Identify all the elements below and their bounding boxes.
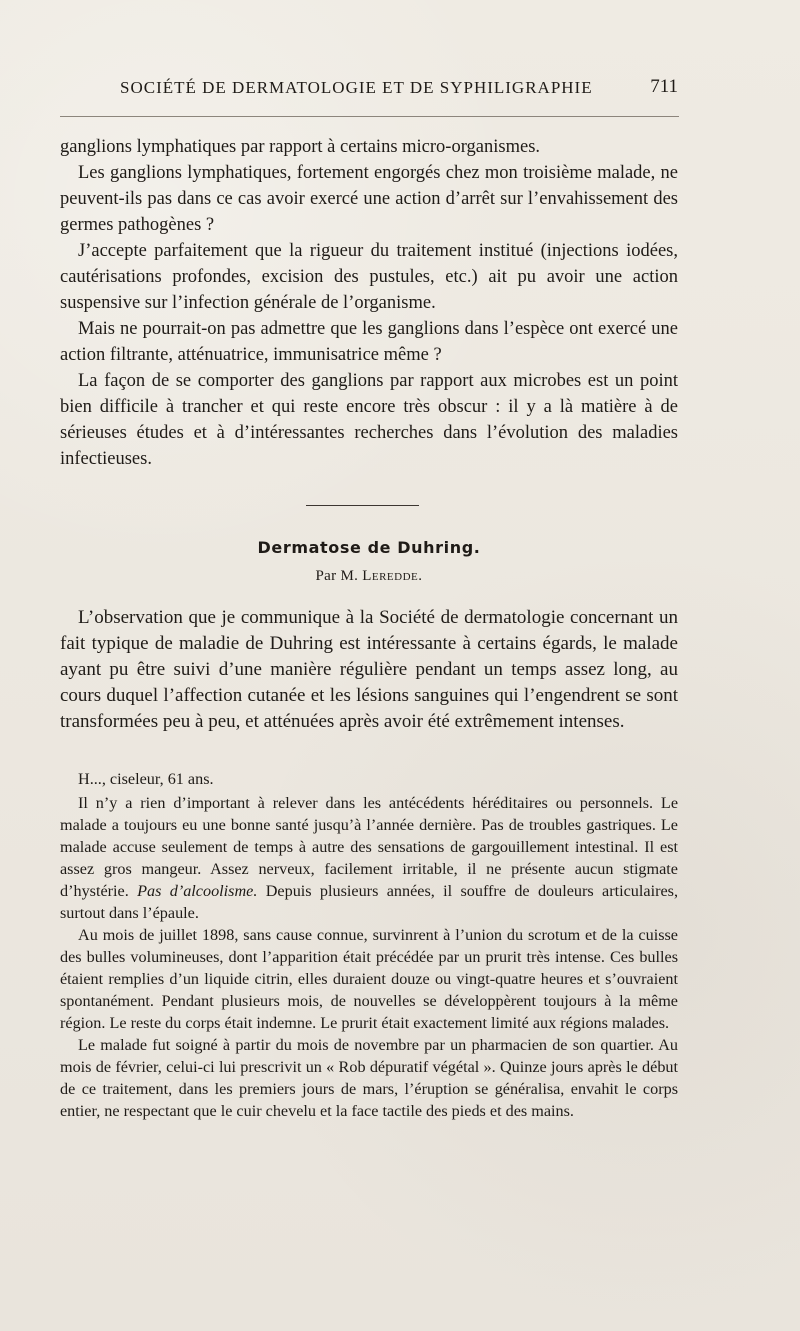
patient-line: H..., ciseleur, 61 ans. (78, 770, 214, 788)
byline-prefix: Par M. (315, 568, 363, 584)
history-paragraph (60, 792, 678, 924)
intro-paragraph-1: ganglions lymphatiques par rapport à certains micro-organismes. (60, 137, 541, 157)
byline (0, 568, 738, 585)
intro-paragraph-4: Mais ne pourrait-on pas admettre que les ganglions dans l’espèce ont exercé une action filtrante, atténuatrice, immunisatrice même ? (60, 319, 678, 365)
history-before-text: Il n’y a rien d’important à relever dans les antécédents héréditaires ou personnels. Le malade a toujours eu une bonne santé jusqu’à l’année dernière. Pas de troubles gastriques. Le malade accuse seulement de temps à autre des sensations de gargouillement intestinal. Il est assez gros mangeur. Assez nerveux, facilement irritable, il ne présente aucun stigmate d’hystérie. (60, 794, 678, 900)
intro-paragraph-3: J’accepte parfaitement que la rigueur du traitement institué (injections iodées, cautérisations profondes, excision des pustules, etc.) ait pu avoir une action suspensive sur l’infection générale de l’organisme. (60, 241, 678, 313)
intro-paragraph-2: Les ganglions lymphatiques, fortement engorgés chez mon troisième malade, ne peuvent-ils pas dans ce cas avoir exercé une action d’arrêt sur l’envahissement des germes pathogènes ? (60, 163, 678, 235)
page-number: 711 (650, 76, 678, 97)
author-name: Leredde. (362, 568, 423, 584)
intro-text (60, 134, 678, 472)
section-divider (306, 505, 419, 506)
case-text (60, 768, 678, 1122)
intro-paragraph-5: La façon de se comporter des ganglions par rapport aux microbes est un point bien difficile à trancher et qui reste encore très obscur : il y a là matière à de sérieuses études et à d’intéressantes recherches dans l’évolution des maladies infectieuses. (60, 371, 678, 469)
history-italic-text: Pas d’alcoolisme. (137, 882, 258, 900)
treatment-paragraph: Le malade fut soigné à partir du mois de novembre par un pharmacien de son quartier. Au mois de février, celui-ci lui prescrivit un « Rob dépuratif végétal ». Quinze jours après le début de ce traitement, dans les premiers jours de mars, l’éruption se généralisa, envahit le corps entier, ne respectant que le cuir chevelu et la face tactile des pieds et des mains. (60, 1036, 678, 1120)
lead-text (60, 605, 678, 735)
section-title: Dermatose de Duhring. (257, 538, 481, 557)
running-title: SOCIÉTÉ DE DERMATOLOGIE ET DE SYPHILIGRAPHIE (120, 78, 593, 97)
running-head (120, 78, 678, 106)
history-after-text: Depuis plusieurs années, il souffre de douleurs articulaires, surtout dans l’épaule. (60, 882, 678, 922)
header-divider (60, 116, 679, 117)
onset-paragraph: Au mois de juillet 1898, sans cause connue, survinrent à l’union du scrotum et de la cuisse des bulles volumineuses, dont l’apparition était précédée par un prurit très intense. Ces bulles étaient remplies d’un liquide citrin, elles duraient douze ou vingt-quatre heures et s’ouvraient spontanément. Pendant plusieurs mois, de nouvelles se développèrent toujours à la même région. Le reste du corps était indemne. Le prurit était exactement limité aux régions malades. (60, 926, 678, 1032)
lead-paragraph: L’observation que je communique à la Société de dermatologie concernant un fait typique de maladie de Duhring est intéressante à certains égards, le malade ayant pu être suivi d’une manière régulière pendant un temps assez long, au cours duquel l’affection cutanée et les lésions sanguines qui l’engendrent se sont transformées peu à peu, et atténuées après avoir été extrêmement intenses. (60, 607, 678, 732)
